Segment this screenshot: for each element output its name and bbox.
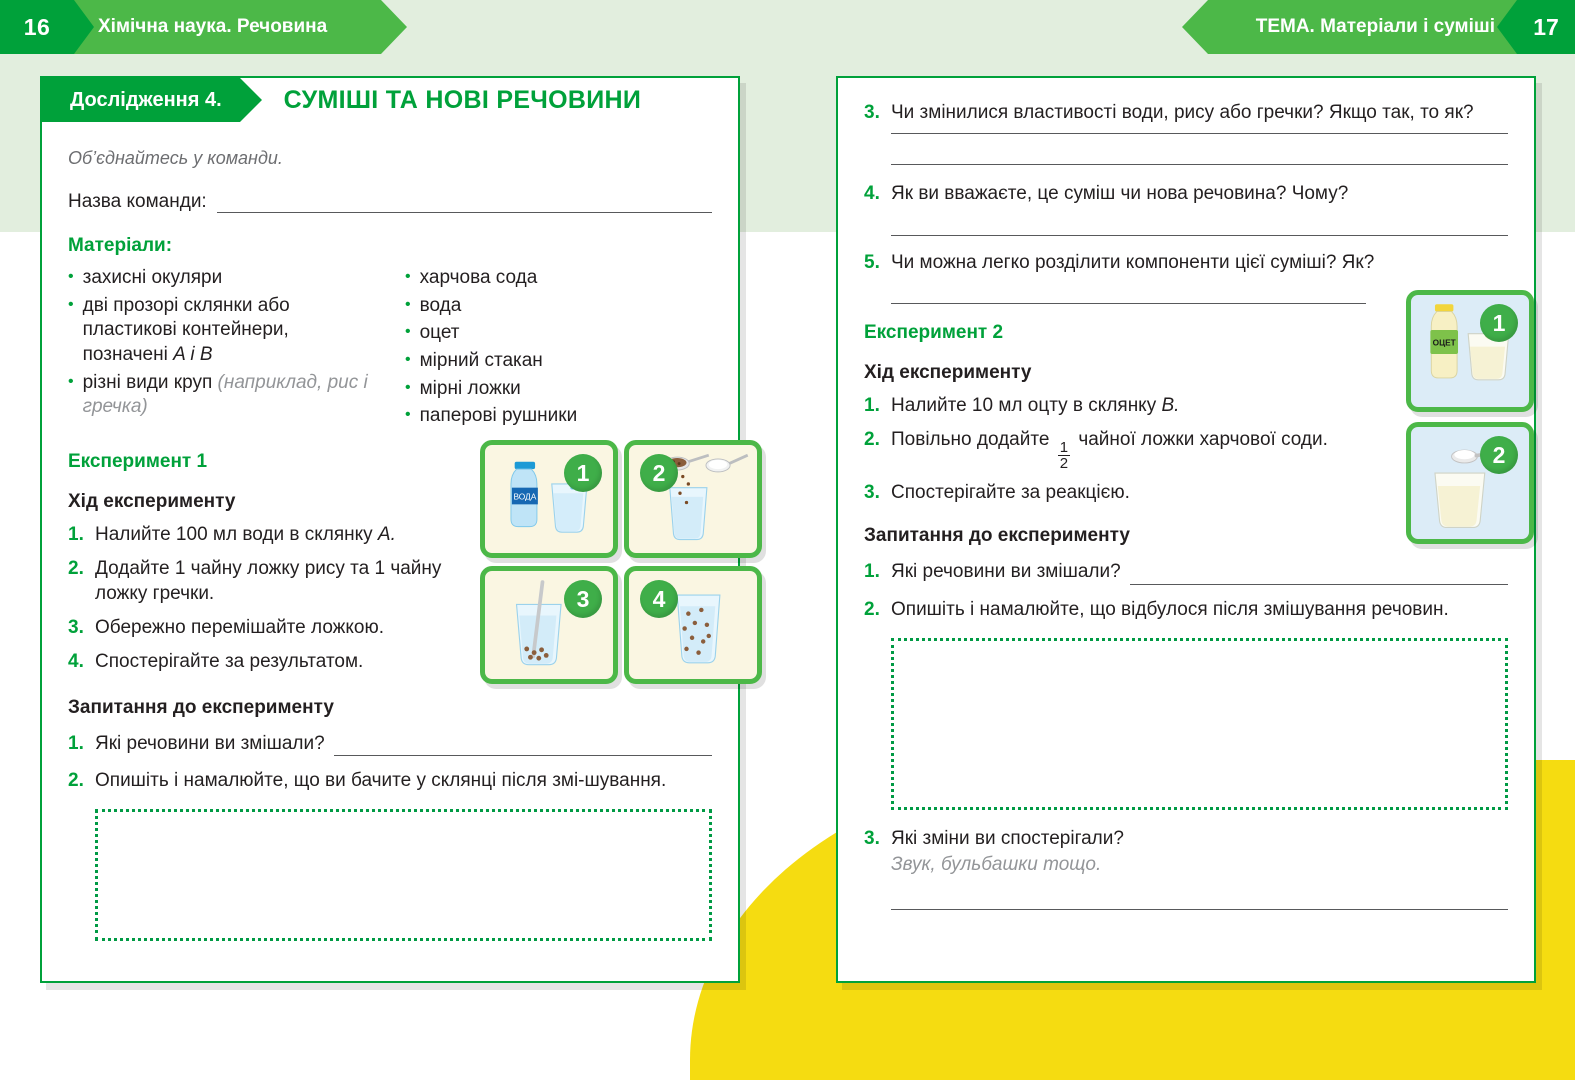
panel-badge: 2: [640, 454, 678, 492]
bullet-icon: •: [405, 295, 411, 313]
svg-text:ВОДА: ВОДА: [513, 491, 537, 502]
running-head-title-right: ТЕМА. Матеріали і суміші: [1208, 0, 1517, 54]
list-item: [864, 100, 1508, 165]
team-name-row: [68, 191, 712, 213]
answer-input-rule[interactable]: [891, 164, 1508, 165]
procedure-heading-right: Хід експерименту: [864, 362, 1032, 384]
illustration-panel-4: [624, 566, 762, 684]
question-text: Які зміни ви спостерігали?: [891, 828, 1124, 850]
bullet-icon: •: [405, 323, 411, 341]
procedure-steps-left: [68, 522, 488, 674]
team-name-input-rule[interactable]: [217, 193, 712, 213]
list-item: [864, 597, 1508, 810]
question-body: [891, 100, 1508, 165]
step-text: Налийте 100 мл води в склянку A.: [95, 524, 396, 546]
bullet-icon: •: [68, 268, 74, 285]
drawing-answer-box[interactable]: [95, 809, 712, 941]
question-text: Які речовини ви змішали?: [891, 561, 1121, 583]
step-number: 2.: [864, 429, 880, 451]
list-item: [68, 615, 488, 640]
answer-input-rule[interactable]: [1130, 565, 1508, 585]
answer-input-rule[interactable]: [334, 736, 712, 756]
panel-badge: 4: [640, 580, 678, 618]
list-item: [405, 294, 712, 319]
materials-column-right: [405, 263, 712, 429]
svg-text:ОЦЕТ: ОЦЕТ: [1432, 337, 1456, 348]
question-text: Які речовини ви змішали?: [95, 732, 325, 754]
running-head-title-left: Хімічна наука. Речовина: [74, 0, 381, 54]
material-label-ab: A і B: [173, 344, 213, 366]
bullet-icon: •: [405, 378, 411, 396]
fraction-one-half: $\frac{1}{2}$: [1059, 438, 1069, 473]
list-item: [864, 826, 1508, 910]
material-text: дві прозорі склянки або пластикові контейнери, позначені A і B: [82, 294, 290, 366]
question-body: [891, 181, 1508, 235]
question-text: Опишіть і намалюйте, що відбулося після змішування речовин.: [891, 598, 1449, 620]
page-card-left: [40, 76, 740, 983]
illustration-panel-5: [1406, 290, 1534, 412]
question-number: 1.: [864, 561, 880, 583]
bullet-icon: •: [405, 351, 411, 369]
question-body: [95, 731, 712, 756]
list-item: [68, 768, 712, 941]
list-item: [68, 371, 375, 420]
question-body: [891, 597, 1508, 810]
research-title: СУМІШІ ТА НОВІ РЕЧОВИНИ: [283, 85, 642, 114]
carryover-questions-list: [864, 100, 1508, 304]
illustration-panel-2: [624, 440, 762, 558]
list-item: [68, 266, 375, 291]
step-number: 4.: [68, 651, 84, 673]
material-text: різні види круп (наприклад, рис і гречка): [82, 371, 368, 418]
question-number: 1.: [68, 732, 84, 754]
step-number: 3.: [68, 617, 84, 639]
bullet-icon: •: [405, 268, 411, 285]
question-number: 4.: [864, 183, 880, 205]
list-item: [864, 559, 1508, 584]
page-number-left: 16: [0, 0, 74, 54]
materials-heading: Матеріали:: [68, 235, 173, 256]
step-text: Спостерігайте за реакцією.: [891, 482, 1130, 504]
list-item: [405, 321, 712, 346]
step-text: Спостерігайте за результатом.: [95, 651, 364, 673]
illustration-panel-3: [480, 566, 618, 684]
list-item: [405, 377, 712, 402]
question-number: 3.: [864, 828, 880, 850]
step-text: Повільно додайте $\frac{1}{2}$ чайної ложки харчової соди.: [891, 429, 1328, 473]
questions-list-right: [864, 559, 1508, 910]
bullet-icon: •: [405, 406, 411, 424]
list-item: [68, 649, 488, 674]
illustration-panel-1: [480, 440, 618, 558]
question-body: [891, 826, 1508, 910]
page-card-right: [836, 76, 1536, 983]
question-hint: Звук, бульбашки тощо.: [891, 853, 1102, 875]
answer-input-rule[interactable]: [891, 303, 1366, 304]
material-text: паперові рушники: [419, 405, 578, 427]
bullet-icon: •: [68, 295, 74, 313]
page-number-right: 17: [1517, 0, 1575, 54]
research-tag-label: Дослідження 4.: [42, 78, 240, 122]
materials-list: [68, 263, 712, 429]
illustration-panel-6: [1406, 422, 1534, 544]
step-number: 3.: [864, 482, 880, 504]
question-body: [95, 768, 712, 941]
question-number: 5.: [864, 251, 880, 273]
list-item: [68, 731, 712, 756]
drawing-answer-box[interactable]: [891, 638, 1508, 810]
question-body: [891, 559, 1508, 584]
bullet-icon: •: [68, 372, 74, 390]
material-text: захисні окуляри: [82, 267, 223, 288]
question-text: Як ви вважаєте, це суміш чи нова речовина? Чому?: [891, 183, 1349, 205]
material-text: мірний стакан: [419, 350, 543, 372]
list-item: [405, 266, 712, 291]
list-item: [405, 404, 712, 429]
material-text: вода: [419, 294, 462, 316]
answer-input-rule[interactable]: [891, 235, 1508, 236]
list-item: [864, 181, 1508, 235]
step-number: 1.: [68, 524, 84, 546]
questions-list-left: [68, 731, 712, 942]
panel-badge: 1: [1480, 304, 1518, 342]
research-banner: [42, 78, 738, 122]
material-text: харчова сода: [419, 267, 538, 288]
question-number: 3.: [864, 102, 880, 123]
question-text: Чи можна легко розділити компоненти цієї суміші? Як?: [891, 251, 1375, 273]
step-text: Додайте 1 чайну ложку рису та 1 чайну ложку гречки.: [95, 558, 442, 605]
material-text: мірні ложки: [419, 377, 521, 399]
question-text: Опишіть і намалюйте, що ви бачите у склянці після змі-шування.: [95, 769, 667, 791]
procedure-heading-left: Хід експерименту: [68, 491, 236, 513]
material-text: оцет: [419, 322, 460, 344]
questions-heading-left: Запитання до експерименту: [68, 696, 334, 718]
question-text: Чи змінилися властивості води, рису або гречки? Якщо так, то як?: [891, 102, 1474, 123]
list-item: [405, 349, 712, 374]
running-head-left: [0, 0, 381, 54]
panel-badge: 3: [564, 580, 602, 618]
material-note: (наприклад, рис і гречка): [82, 371, 368, 418]
list-item: [68, 556, 488, 606]
answer-input-rule[interactable]: [891, 133, 1508, 134]
answer-input-rule[interactable]: [891, 909, 1508, 910]
step-number: 1.: [864, 395, 880, 417]
experiment-2-heading: Експеримент 2: [864, 322, 1004, 344]
list-item: [68, 522, 488, 547]
question-number: 2.: [864, 598, 880, 620]
running-head-right: [1208, 0, 1575, 54]
intro-instruction: Об’єднайтесь у команди.: [68, 148, 283, 168]
step-text: Обережно перемішайте ложкою.: [95, 617, 384, 639]
list-item: [68, 294, 375, 368]
step-number: 2.: [68, 558, 84, 580]
panel-badge: 1: [564, 454, 602, 492]
materials-column-left: [68, 263, 375, 429]
panel-badge: 2: [1480, 436, 1518, 474]
questions-heading-right: Запитання до експерименту: [864, 525, 1130, 547]
team-name-label: Назва команди:: [68, 191, 207, 212]
step-text: Налийте 10 мл оцту в склянку B.: [891, 395, 1180, 417]
question-number: 2.: [68, 769, 84, 791]
experiment-1-heading: Експеримент 1: [68, 451, 208, 473]
